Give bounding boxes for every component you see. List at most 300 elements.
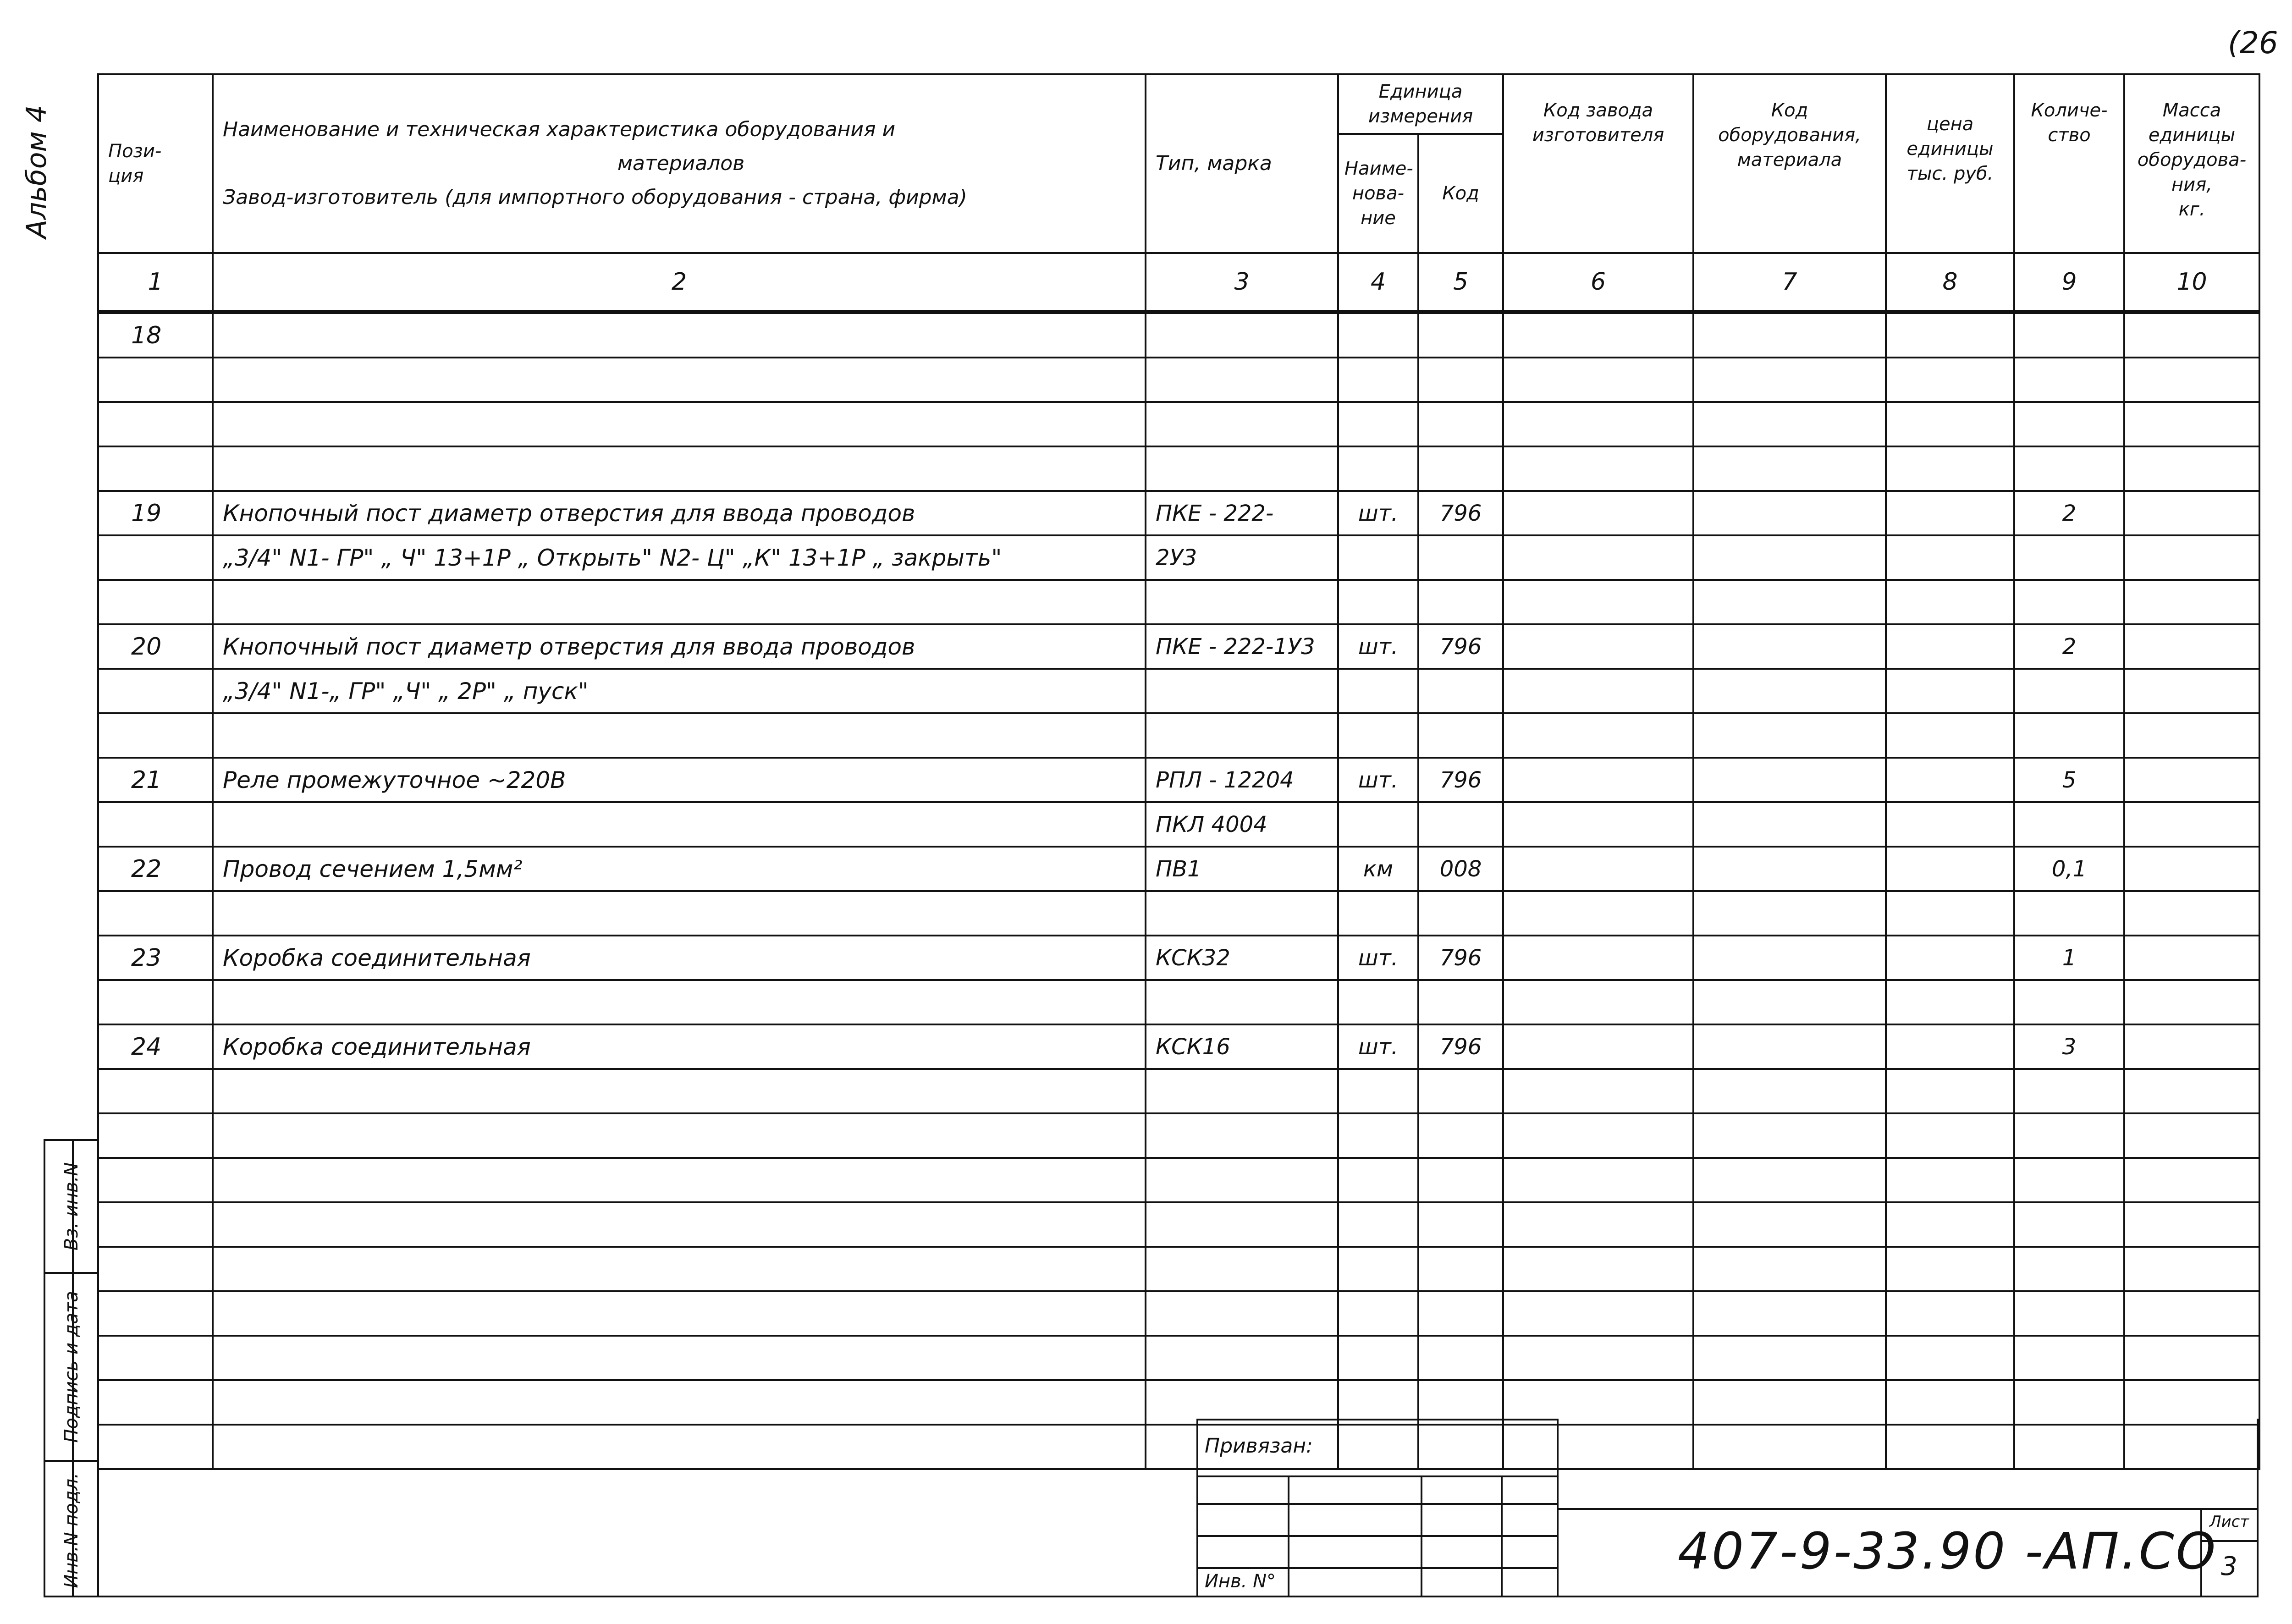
quantity-cell [2014,402,2124,446]
header-unit-price: цена единицы тыс. руб. [1886,74,2014,253]
unit-code-cell [1418,1202,1503,1247]
unit-code-cell [1418,1247,1503,1291]
price-cell [1886,624,2014,669]
mass-cell [2124,1247,2259,1291]
mass-cell [2124,1113,2259,1158]
position-cell: 22 [98,847,213,891]
stamp-inv-dup: Вз. инв.N [45,1141,97,1274]
mass-cell [2124,758,2259,802]
inv-number-label: Инв. N° [1205,1571,1276,1592]
table-row [98,580,2259,624]
position-cell [98,1069,213,1113]
price-cell [1886,446,2014,491]
quantity-cell [2014,580,2124,624]
unit-cell [1338,1247,1418,1291]
type-cell [1146,713,1338,758]
unit-code-cell: 796 [1418,491,1503,535]
bound-label: Привязан: [1205,1434,1313,1458]
unit-code-cell: 796 [1418,758,1503,802]
type-cell [1146,1113,1338,1158]
unit-code-cell [1418,1069,1503,1113]
position-cell: 20 [98,624,213,669]
equipment-code-cell [1693,1024,1886,1069]
equipment-code-cell [1693,358,1886,402]
column-number: 1 [98,253,213,312]
table-row [98,491,2259,535]
mass-cell [2124,1291,2259,1336]
name-cell [213,402,1146,446]
position-cell [98,1113,213,1158]
price-cell [1886,580,2014,624]
quantity-cell: 0,1 [2014,847,2124,891]
header-quantity: Количе- ство [2014,74,2124,253]
unit-cell [1338,535,1418,580]
factory-code-cell [1503,1158,1693,1202]
column-number: 5 [1418,253,1503,312]
unit-cell [1338,669,1418,713]
quantity-cell [2014,1069,2124,1113]
price-cell [1886,358,2014,402]
price-cell [1886,491,2014,535]
table-row [98,446,2259,491]
unit-cell [1338,802,1418,847]
quantity-cell [2014,1113,2124,1158]
position-cell [98,1202,213,1247]
unit-cell [1338,1158,1418,1202]
type-cell [1146,1291,1338,1336]
table-row [98,847,2259,891]
unit-code-cell [1418,358,1503,402]
equipment-code-cell [1693,669,1886,713]
unit-code-cell [1418,1291,1503,1336]
name-cell [213,1291,1146,1336]
mass-cell [2124,1069,2259,1113]
factory-code-cell [1503,491,1693,535]
unit-cell [1338,402,1418,446]
table-row [98,891,2259,936]
equipment-code-cell [1693,402,1886,446]
equipment-code-cell [1693,1247,1886,1291]
position-cell [98,1291,213,1336]
type-cell: 2У3 [1146,535,1338,580]
margin-stamp [44,1139,97,1597]
mass-cell [2124,624,2259,669]
table-row [98,402,2259,446]
table-row [98,669,2259,713]
equipment-code-cell [1693,1336,1886,1380]
column-number: 3 [1146,253,1338,312]
type-cell [1146,358,1338,402]
position-cell [98,535,213,580]
name-cell: Кнопочный пост диаметр отверстия для ввода проводов [213,491,1146,535]
quantity-cell: 3 [2014,1024,2124,1069]
name-cell [213,1158,1146,1202]
position-cell: 18 [98,312,213,358]
mass-cell [2124,936,2259,980]
type-cell: ПКЛ 4004 [1146,802,1338,847]
factory-code-cell [1503,1247,1693,1291]
unit-cell [1338,713,1418,758]
name-cell: „3/4" N1- ГР" „ Ч" 13+1Р „ Открыть" N2- Ц" „К" 13+1Р „ закрыть" [213,535,1146,580]
unit-code-cell: 796 [1418,624,1503,669]
factory-code-cell [1503,358,1693,402]
equipment-code-cell [1693,980,1886,1024]
quantity-cell [2014,891,2124,936]
table-row [98,936,2259,980]
price-cell [1886,1069,2014,1113]
type-cell: РПЛ - 12204 [1146,758,1338,802]
quantity-cell [2014,1158,2124,1202]
unit-code-cell [1418,312,1503,358]
name-cell [213,713,1146,758]
unit-code-cell [1418,446,1503,491]
factory-code-cell [1503,936,1693,980]
unit-cell [1338,446,1418,491]
equipment-code-cell [1693,1380,1886,1425]
factory-code-cell [1503,580,1693,624]
quantity-cell: 2 [2014,491,2124,535]
factory-code-cell [1503,402,1693,446]
mass-cell [2124,847,2259,891]
table-row [98,1024,2259,1069]
type-cell: ПКЕ - 222-1У3 [1146,624,1338,669]
position-cell: 24 [98,1024,213,1069]
name-cell: Коробка соединительная [213,936,1146,980]
quantity-cell [2014,713,2124,758]
unit-code-cell: 796 [1418,1024,1503,1069]
quantity-cell [2014,1336,2124,1380]
price-cell [1886,1202,2014,1247]
name-cell [213,446,1146,491]
document-designation: 407-9-33.90 -АП.СО [1678,1522,2218,1580]
name-cell [213,312,1146,358]
mass-cell [2124,1202,2259,1247]
type-cell [1146,891,1338,936]
unit-cell [1338,1202,1418,1247]
table-row [98,980,2259,1024]
table-row [98,1202,2259,1247]
mass-cell [2124,1336,2259,1380]
factory-code-cell [1503,535,1693,580]
mass-cell [2124,891,2259,936]
header-type: Тип, марка [1146,74,1338,253]
name-cell [213,1247,1146,1291]
column-number: 7 [1693,253,1886,312]
quantity-cell [2014,802,2124,847]
equipment-code-cell [1693,758,1886,802]
unit-cell [1338,1113,1418,1158]
position-cell [98,1247,213,1291]
type-cell: КСК16 [1146,1024,1338,1069]
name-cell: Провод сечением 1,5мм² [213,847,1146,891]
table-row [98,312,2259,358]
mass-cell [2124,491,2259,535]
unit-cell: шт. [1338,624,1418,669]
table-row [98,358,2259,402]
sheet-label: Лист [2209,1513,2249,1531]
factory-code-cell [1503,980,1693,1024]
table-row [98,758,2259,802]
unit-cell: км [1338,847,1418,891]
quantity-cell [2014,1291,2124,1336]
table-row [98,1247,2259,1291]
position-cell [98,1158,213,1202]
name-cell [213,1380,1146,1425]
table-row [98,1158,2259,1202]
equipment-code-cell [1693,713,1886,758]
name-cell: Реле промежуточное ~220В [213,758,1146,802]
equipment-code-cell [1693,491,1886,535]
type-cell [1146,1202,1338,1247]
position-cell [98,669,213,713]
unit-code-cell [1418,891,1503,936]
position-cell [98,1380,213,1425]
factory-code-cell [1503,758,1693,802]
price-cell [1886,980,2014,1024]
quantity-cell [2014,980,2124,1024]
type-cell [1146,980,1338,1024]
price-cell [1886,1158,2014,1202]
name-cell [213,1113,1146,1158]
mass-cell [2124,713,2259,758]
price-cell [1886,891,2014,936]
table-row [98,713,2259,758]
table-row [98,1291,2259,1336]
unit-cell: шт. [1338,1024,1418,1069]
unit-code-cell [1418,1113,1503,1158]
name-cell [213,891,1146,936]
factory-code-cell [1503,1380,1693,1425]
position-cell [98,802,213,847]
header-unit-group: Единица измерения [1338,74,1503,134]
factory-code-cell [1503,847,1693,891]
price-cell [1886,1336,2014,1380]
type-cell [1146,446,1338,491]
type-cell [1146,402,1338,446]
equipment-code-cell [1693,936,1886,980]
factory-code-cell [1503,713,1693,758]
quantity-cell [2014,1202,2124,1247]
name-cell [213,1336,1146,1380]
mass-cell [2124,535,2259,580]
header-equipment-code: Код оборудования, материала [1693,74,1886,253]
type-cell [1146,1336,1338,1380]
header-unit-code: Код [1418,134,1503,253]
factory-code-cell [1503,1291,1693,1336]
unit-cell [1338,1291,1418,1336]
price-cell [1886,669,2014,713]
name-cell: „3/4" N1-„ ГР" „Ч" „ 2Р" „ пуск" [213,669,1146,713]
column-number: 6 [1503,253,1693,312]
factory-code-cell [1503,1069,1693,1113]
type-cell: ПВ1 [1146,847,1338,891]
header-position: Пози- ция [98,74,213,253]
column-number: 9 [2014,253,2124,312]
mass-cell [2124,358,2259,402]
specification-table [97,73,2260,1470]
mass-cell [2124,1158,2259,1202]
unit-cell [1338,1336,1418,1380]
position-cell: 19 [98,491,213,535]
position-cell [98,402,213,446]
type-cell [1146,1247,1338,1291]
factory-code-cell [1503,891,1693,936]
equipment-code-cell [1693,580,1886,624]
unit-code-cell [1418,535,1503,580]
price-cell [1886,312,2014,358]
name-cell [213,358,1146,402]
price-cell [1886,758,2014,802]
type-cell [1146,1069,1338,1113]
position-cell [98,713,213,758]
equipment-code-cell [1693,891,1886,936]
price-cell [1886,1291,2014,1336]
price-cell [1886,1247,2014,1291]
equipment-code-cell [1693,1158,1886,1202]
mass-cell [2124,980,2259,1024]
unit-cell [1338,312,1418,358]
header-factory-code: Код завода изготовителя [1503,74,1693,253]
header-name: Наименование и техническая характеристика оборудования и материалов Завод-изготовитель (для импортного оборудования - страна, фирма) [213,74,1146,253]
unit-code-cell [1418,580,1503,624]
column-number: 8 [1886,253,2014,312]
unit-code-cell: 008 [1418,847,1503,891]
factory-code-cell [1503,1024,1693,1069]
table-row [98,535,2259,580]
quantity-cell: 1 [2014,936,2124,980]
quantity-cell [2014,312,2124,358]
quantity-cell [2014,669,2124,713]
quantity-cell [2014,1380,2124,1425]
quantity-cell [2014,358,2124,402]
factory-code-cell [1503,1202,1693,1247]
unit-code-cell [1418,669,1503,713]
price-cell [1886,713,2014,758]
position-cell: 23 [98,936,213,980]
price-cell [1886,1380,2014,1425]
mass-cell [2124,1024,2259,1069]
quantity-cell: 5 [2014,758,2124,802]
unit-code-cell [1418,802,1503,847]
name-cell [213,802,1146,847]
stamp-sign-date: Подпись и дата [45,1274,97,1462]
price-cell [1886,802,2014,847]
equipment-code-cell [1693,624,1886,669]
mass-cell [2124,312,2259,358]
position-cell [98,446,213,491]
mass-cell [2124,446,2259,491]
table-row [98,1113,2259,1158]
equipment-code-cell [1693,446,1886,491]
unit-cell [1338,1069,1418,1113]
factory-code-cell [1503,1336,1693,1380]
name-cell [213,580,1146,624]
table-row [98,1380,2259,1425]
name-cell: Коробка соединительная [213,1024,1146,1069]
name-cell: Кнопочный пост диаметр отверстия для ввода проводов [213,624,1146,669]
price-cell [1886,535,2014,580]
mass-cell [2124,580,2259,624]
unit-cell: шт. [1338,936,1418,980]
name-cell [213,1069,1146,1113]
unit-code-cell [1418,402,1503,446]
column-number: 4 [1338,253,1418,312]
table-row [98,1336,2259,1380]
factory-code-cell [1503,1113,1693,1158]
type-cell [1146,1158,1338,1202]
table-row [98,624,2259,669]
page-number: (26 [2228,25,2278,61]
price-cell [1886,936,2014,980]
position-cell [98,891,213,936]
quantity-cell [2014,535,2124,580]
price-cell [1886,847,2014,891]
quantity-cell: 2 [2014,624,2124,669]
unit-cell [1338,358,1418,402]
mass-cell [2124,669,2259,713]
equipment-code-cell [1693,1291,1886,1336]
bound-block [1196,1419,1559,1597]
unit-cell [1338,891,1418,936]
factory-code-cell [1503,446,1693,491]
unit-cell: шт. [1338,758,1418,802]
mass-cell [2124,1380,2259,1425]
mass-cell [2124,402,2259,446]
factory-code-cell [1503,669,1693,713]
quantity-cell [2014,1247,2124,1291]
unit-cell: шт. [1338,491,1418,535]
equipment-code-cell [1693,535,1886,580]
sheet-number: 3 [2221,1552,2237,1581]
unit-cell [1338,580,1418,624]
equipment-code-cell [1693,312,1886,358]
equipment-code-cell [1693,802,1886,847]
unit-code-cell [1418,1158,1503,1202]
type-cell [1146,669,1338,713]
factory-code-cell [1503,624,1693,669]
equipment-code-cell [1693,1202,1886,1247]
quantity-cell [2014,446,2124,491]
unit-code-cell [1418,713,1503,758]
price-cell [1886,1113,2014,1158]
unit-code-cell: 796 [1418,936,1503,980]
stamp-inv-orig: Инв.N подл. [61,1473,82,1588]
type-cell: ПКЕ - 222- [1146,491,1338,535]
name-cell [213,980,1146,1024]
column-number: 2 [213,253,1146,312]
column-numbers-row [98,253,2259,312]
position-cell: 21 [98,758,213,802]
position-cell [98,580,213,624]
factory-code-cell [1503,802,1693,847]
type-cell [1146,312,1338,358]
unit-code-cell [1418,1336,1503,1380]
position-cell [98,980,213,1024]
type-cell [1146,1380,1338,1425]
mass-cell [2124,802,2259,847]
price-cell [1886,1024,2014,1069]
name-cell [213,1202,1146,1247]
table-row [98,802,2259,847]
unit-cell [1338,980,1418,1024]
unit-code-cell [1418,980,1503,1024]
header-unit-name: Наиме- нова- ние [1338,134,1418,253]
equipment-code-cell [1693,1113,1886,1158]
table-row [98,1069,2259,1113]
equipment-code-cell [1693,847,1886,891]
type-cell [1146,580,1338,624]
album-label: Альбом 4 [21,105,53,238]
